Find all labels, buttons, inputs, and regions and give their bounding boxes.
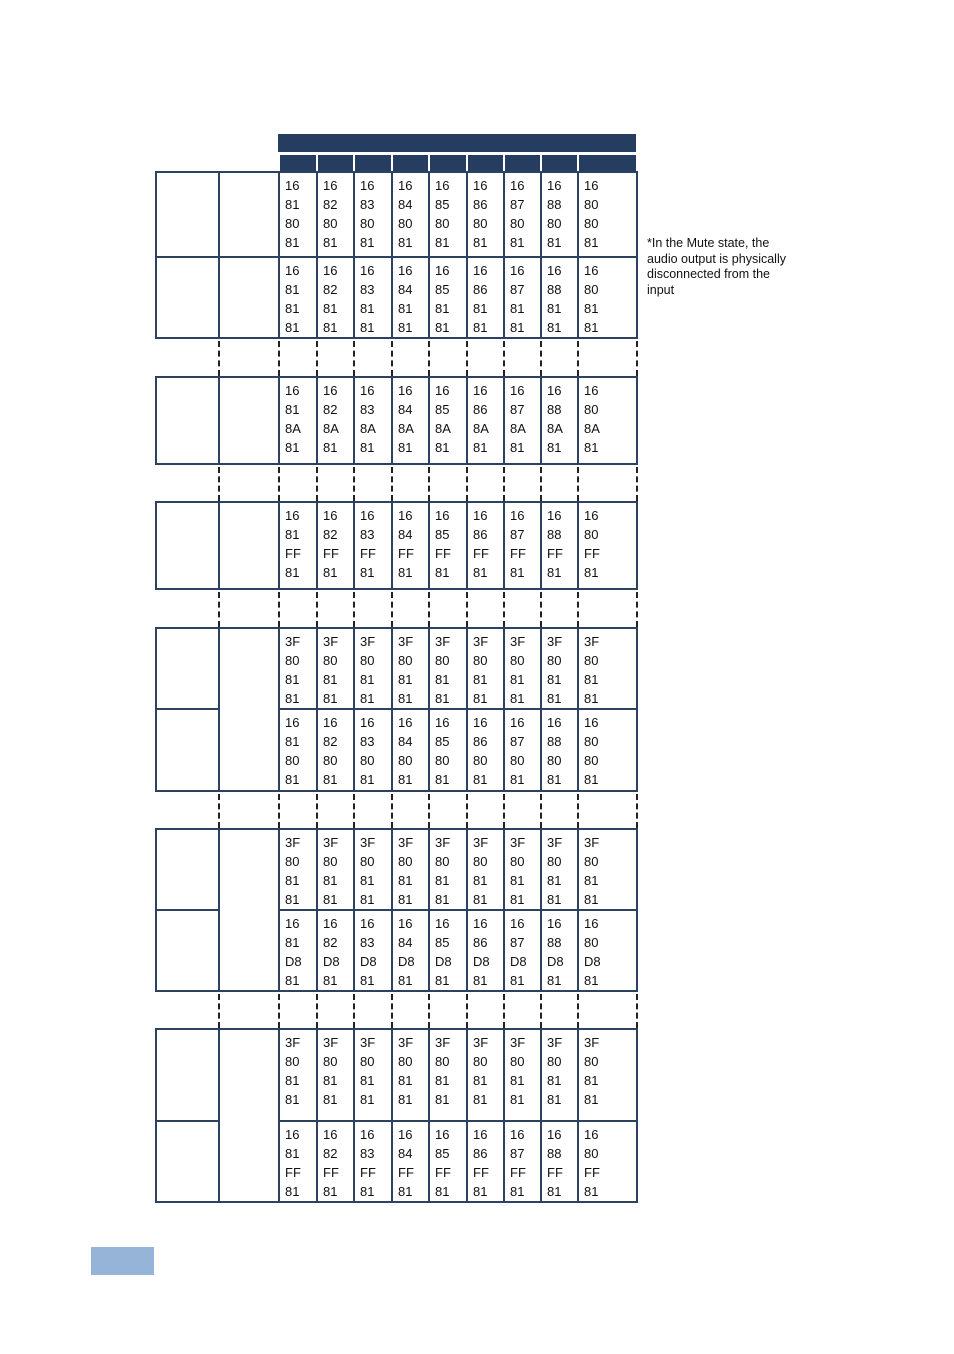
table-cell: 16 80 D8 81 — [584, 916, 601, 988]
table-cell: 16 82 80 81 — [323, 178, 338, 250]
column-divider — [155, 708, 157, 792]
table-cell: 3F 80 81 81 — [285, 835, 301, 907]
column-divider — [353, 501, 355, 590]
column-divider — [316, 627, 318, 710]
dashed-divider — [353, 467, 355, 501]
table-cell: 3F 80 81 81 — [473, 835, 489, 907]
dashed-divider — [466, 341, 468, 376]
column-divider — [278, 1120, 280, 1203]
table-cell: 16 81 FF 81 — [285, 1127, 301, 1199]
column-divider — [278, 909, 280, 992]
column-divider — [316, 828, 318, 911]
column-divider — [577, 171, 579, 258]
column-divider — [155, 1028, 157, 1122]
dashed-divider — [428, 467, 430, 501]
table-cell: 16 82 FF 81 — [323, 508, 339, 580]
table-cell: 3F 80 81 81 — [510, 1035, 526, 1107]
column-divider — [466, 708, 468, 792]
table-cell: 16 87 FF 81 — [510, 508, 526, 580]
table-row — [155, 909, 636, 992]
table-cell: 3F 80 81 81 — [510, 634, 526, 706]
column-divider — [353, 1120, 355, 1203]
dashed-divider — [540, 341, 542, 376]
table-cell: 16 82 81 81 — [323, 263, 338, 335]
table-cell: 16 84 FF 81 — [398, 508, 414, 580]
column-divider — [503, 376, 505, 465]
column-divider — [428, 627, 430, 710]
column-divider — [503, 1120, 505, 1203]
table-cell: 3F 80 81 81 — [547, 835, 563, 907]
column-divider — [278, 256, 280, 339]
column-divider — [218, 1028, 220, 1122]
column-divider — [391, 708, 393, 792]
column-divider — [503, 256, 505, 339]
table-cell: 16 81 80 81 — [285, 178, 300, 250]
column-divider — [466, 171, 468, 258]
header-cell — [542, 155, 577, 171]
table-cell: 16 83 FF 81 — [360, 508, 376, 580]
table-cell: 16 80 FF 81 — [584, 1127, 600, 1199]
dashed-divider — [577, 794, 579, 828]
column-divider — [636, 828, 638, 911]
column-divider — [540, 501, 542, 590]
table-cell: 3F 80 81 81 — [360, 835, 376, 907]
column-divider — [503, 708, 505, 792]
dashed-divider — [503, 592, 505, 627]
dashed-divider — [353, 592, 355, 627]
dashed-divider — [218, 994, 220, 1028]
dashed-divider — [540, 467, 542, 501]
table-cell: 3F 80 81 81 — [398, 835, 414, 907]
table-cell: 16 81 FF 81 — [285, 508, 301, 580]
table-cell: 16 83 80 81 — [360, 178, 375, 250]
table-cell: 3F 80 81 81 — [510, 835, 526, 907]
column-divider — [428, 828, 430, 911]
table-cell: 3F 80 81 81 — [285, 1035, 301, 1107]
table-cell: 16 88 D8 81 — [547, 916, 564, 988]
table-cell: 3F 80 81 81 — [360, 1035, 376, 1107]
header-cell — [468, 155, 503, 171]
column-divider — [218, 171, 220, 258]
column-divider — [316, 171, 318, 258]
table-cell: 16 85 80 81 — [435, 178, 450, 250]
column-divider — [428, 256, 430, 339]
column-divider — [278, 501, 280, 590]
column-divider — [636, 909, 638, 992]
dashed-divider — [278, 467, 280, 501]
column-divider — [316, 501, 318, 590]
column-divider — [353, 828, 355, 911]
table-cell: 16 80 FF 81 — [584, 508, 600, 580]
column-divider — [218, 909, 220, 992]
column-divider — [353, 909, 355, 992]
merged-cell-mask — [220, 706, 278, 712]
dashed-divider — [466, 994, 468, 1028]
column-divider — [316, 909, 318, 992]
table-cell: 16 83 81 81 — [360, 263, 375, 335]
column-divider — [353, 256, 355, 339]
header-cell — [355, 155, 391, 171]
dashed-divider — [278, 341, 280, 376]
table-cell: 16 84 D8 81 — [398, 916, 415, 988]
dashed-divider — [391, 794, 393, 828]
table-cell: 16 80 80 81 — [584, 178, 599, 250]
column-divider — [636, 1120, 638, 1203]
table-cell: 16 88 FF 81 — [547, 508, 563, 580]
column-divider — [540, 909, 542, 992]
table-cell: 16 85 8A 81 — [435, 383, 451, 455]
column-divider — [391, 256, 393, 339]
table-cell: 3F 80 81 81 — [435, 634, 451, 706]
column-divider — [577, 1028, 579, 1122]
table-cell: 16 83 80 81 — [360, 715, 375, 787]
table-cell: 16 88 81 81 — [547, 263, 562, 335]
column-divider — [466, 909, 468, 992]
column-divider — [540, 627, 542, 710]
header-cell — [505, 155, 540, 171]
table-cell: 16 87 D8 81 — [510, 916, 527, 988]
header-cell — [579, 155, 636, 171]
table-cell: 16 80 81 81 — [584, 263, 599, 335]
dashed-divider — [316, 341, 318, 376]
dashed-divider — [636, 467, 638, 501]
column-divider — [316, 376, 318, 465]
table-cell: 16 81 81 81 — [285, 263, 300, 335]
table-cell: 16 85 80 81 — [435, 715, 450, 787]
column-divider — [353, 171, 355, 258]
table-cell: 3F 80 81 81 — [323, 835, 339, 907]
column-divider — [503, 501, 505, 590]
table-row — [155, 501, 636, 590]
table-cell: 3F 80 81 81 — [323, 1035, 339, 1107]
dashed-divider — [316, 994, 318, 1028]
dashed-divider — [466, 794, 468, 828]
column-divider — [278, 708, 280, 792]
dashed-divider — [577, 467, 579, 501]
page-number-tab — [91, 1247, 154, 1275]
column-divider — [218, 708, 220, 792]
column-divider — [218, 828, 220, 911]
dashed-divider — [540, 794, 542, 828]
column-divider — [155, 171, 157, 258]
table-cell: 16 80 8A 81 — [584, 383, 600, 455]
dashed-divider — [278, 592, 280, 627]
table-cell: 3F 80 81 81 — [435, 835, 451, 907]
table-row — [155, 1028, 636, 1122]
table-cell: 16 82 80 81 — [323, 715, 338, 787]
dashed-divider — [577, 341, 579, 376]
column-divider — [428, 171, 430, 258]
dashed-divider — [503, 794, 505, 828]
dashed-divider — [428, 994, 430, 1028]
dashed-divider — [577, 994, 579, 1028]
column-divider — [155, 501, 157, 590]
column-divider — [316, 1120, 318, 1203]
table-cell: 16 80 80 81 — [584, 715, 599, 787]
table-cell: 3F 80 81 81 — [323, 634, 339, 706]
column-divider — [278, 1028, 280, 1122]
table-cell: 16 86 80 81 — [473, 715, 488, 787]
dashed-divider — [353, 341, 355, 376]
table-row — [155, 171, 636, 258]
table-cell: 16 82 FF 81 — [323, 1127, 339, 1199]
column-divider — [577, 1120, 579, 1203]
table-cell: 3F 80 81 81 — [473, 1035, 489, 1107]
column-divider — [540, 171, 542, 258]
dashed-divider — [577, 592, 579, 627]
dashed-divider — [636, 341, 638, 376]
column-divider — [466, 501, 468, 590]
column-divider — [391, 171, 393, 258]
column-divider — [428, 909, 430, 992]
column-divider — [636, 627, 638, 710]
table-cell: 16 86 FF 81 — [473, 508, 489, 580]
header-cell — [430, 155, 466, 171]
column-divider — [391, 376, 393, 465]
column-divider — [391, 828, 393, 911]
column-divider — [503, 171, 505, 258]
header-cell — [318, 155, 353, 171]
column-divider — [636, 501, 638, 590]
table-cell: 16 87 8A 81 — [510, 383, 526, 455]
column-divider — [577, 627, 579, 710]
table-cell: 16 84 80 81 — [398, 715, 413, 787]
table-cell: 16 88 FF 81 — [547, 1127, 563, 1199]
column-divider — [155, 376, 157, 465]
column-divider — [466, 376, 468, 465]
column-divider — [636, 1028, 638, 1122]
table-cell: 3F 80 81 81 — [398, 634, 414, 706]
column-divider — [428, 501, 430, 590]
table-cell: 16 83 D8 81 — [360, 916, 377, 988]
column-divider — [218, 627, 220, 710]
column-divider — [503, 909, 505, 992]
column-divider — [577, 708, 579, 792]
merged-cell-mask — [220, 907, 278, 913]
table-row — [155, 828, 636, 911]
dashed-divider — [391, 467, 393, 501]
dashed-divider — [218, 592, 220, 627]
dashed-divider — [316, 592, 318, 627]
column-divider — [577, 909, 579, 992]
dashed-divider — [316, 794, 318, 828]
dashed-divider — [316, 467, 318, 501]
dashed-divider — [218, 794, 220, 828]
column-divider — [636, 256, 638, 339]
table-cell: 3F 80 81 81 — [435, 1035, 451, 1107]
table-cell: 16 84 81 81 — [398, 263, 413, 335]
mute-footnote: *In the Mute state, the audio output is physically disconnected from the input — [647, 236, 786, 297]
column-divider — [636, 171, 638, 258]
column-divider — [577, 501, 579, 590]
dashed-divider — [278, 994, 280, 1028]
table-cell: 16 84 80 81 — [398, 178, 413, 250]
table-header-bar — [278, 134, 636, 152]
dashed-divider — [636, 794, 638, 828]
table-cell: 16 83 FF 81 — [360, 1127, 376, 1199]
column-divider — [278, 171, 280, 258]
column-divider — [278, 376, 280, 465]
table-cell: 16 81 8A 81 — [285, 383, 301, 455]
column-divider — [353, 708, 355, 792]
table-row — [155, 376, 636, 465]
header-cell — [393, 155, 428, 171]
dashed-divider — [428, 341, 430, 376]
dashed-divider — [503, 341, 505, 376]
column-divider — [316, 1028, 318, 1122]
table-cell: 3F 80 81 81 — [398, 1035, 414, 1107]
column-divider — [218, 501, 220, 590]
column-divider — [540, 1028, 542, 1122]
dashed-divider — [636, 994, 638, 1028]
table-cell: 16 81 D8 81 — [285, 916, 302, 988]
column-divider — [391, 1120, 393, 1203]
column-divider — [316, 708, 318, 792]
column-divider — [391, 501, 393, 590]
table-cell: 16 86 81 81 — [473, 263, 488, 335]
column-divider — [503, 627, 505, 710]
column-divider — [218, 1120, 220, 1203]
column-divider — [155, 909, 157, 992]
table-cell: 16 87 80 81 — [510, 715, 525, 787]
table-cell: 16 84 FF 81 — [398, 1127, 414, 1199]
table-cell: 3F 80 81 81 — [584, 634, 600, 706]
table-cell: 16 84 8A 81 — [398, 383, 414, 455]
dashed-divider — [466, 592, 468, 627]
column-divider — [391, 909, 393, 992]
table-cell: 16 82 8A 81 — [323, 383, 339, 455]
column-divider — [466, 256, 468, 339]
table-cell: 3F 80 81 81 — [547, 634, 563, 706]
dashed-divider — [540, 592, 542, 627]
table-cell: 16 88 8A 81 — [547, 383, 563, 455]
column-divider — [636, 376, 638, 465]
merged-cell-mask — [220, 1118, 278, 1124]
dashed-divider — [391, 341, 393, 376]
table-row — [155, 627, 636, 710]
dashed-divider — [428, 592, 430, 627]
table-cell: 16 88 80 81 — [547, 178, 562, 250]
table-cell: 16 86 80 81 — [473, 178, 488, 250]
dashed-divider — [636, 592, 638, 627]
column-divider — [503, 828, 505, 911]
column-divider — [466, 627, 468, 710]
table-cell: 3F 80 81 81 — [285, 634, 301, 706]
table-cell: 16 83 8A 81 — [360, 383, 376, 455]
table-cell: 16 86 8A 81 — [473, 383, 489, 455]
table-cell: 16 87 81 81 — [510, 263, 525, 335]
column-divider — [278, 828, 280, 911]
table-cell: 16 88 80 81 — [547, 715, 562, 787]
column-divider — [353, 1028, 355, 1122]
dashed-divider — [353, 794, 355, 828]
header-cell — [280, 155, 316, 171]
column-divider — [577, 376, 579, 465]
column-divider — [218, 376, 220, 465]
column-divider — [278, 627, 280, 710]
table-cell: 16 85 D8 81 — [435, 916, 452, 988]
table-cell: 16 87 80 81 — [510, 178, 525, 250]
dashed-divider — [503, 467, 505, 501]
column-divider — [428, 708, 430, 792]
column-divider — [353, 627, 355, 710]
dashed-divider — [466, 467, 468, 501]
dashed-divider — [428, 794, 430, 828]
table-cell: 16 85 FF 81 — [435, 508, 451, 580]
column-divider — [466, 1120, 468, 1203]
table-cell: 3F 80 81 81 — [360, 634, 376, 706]
column-divider — [577, 828, 579, 911]
column-divider — [218, 256, 220, 339]
column-divider — [540, 256, 542, 339]
table-cell: 3F 80 81 81 — [473, 634, 489, 706]
table-row — [155, 256, 636, 339]
column-divider — [428, 1120, 430, 1203]
dashed-divider — [218, 467, 220, 501]
column-divider — [155, 627, 157, 710]
table-cell: 16 85 81 81 — [435, 263, 450, 335]
column-divider — [391, 1028, 393, 1122]
column-divider — [428, 376, 430, 465]
column-divider — [466, 828, 468, 911]
column-divider — [540, 1120, 542, 1203]
column-divider — [540, 708, 542, 792]
column-divider — [155, 828, 157, 911]
dashed-divider — [540, 994, 542, 1028]
table-row — [155, 1120, 636, 1203]
column-divider — [353, 376, 355, 465]
column-divider — [636, 708, 638, 792]
dashed-divider — [391, 592, 393, 627]
table-cell: 16 81 80 81 — [285, 715, 300, 787]
column-divider — [316, 256, 318, 339]
column-divider — [155, 1120, 157, 1203]
table-cell: 16 85 FF 81 — [435, 1127, 451, 1199]
table-cell: 16 87 FF 81 — [510, 1127, 526, 1199]
table-row — [155, 708, 636, 792]
column-divider — [577, 256, 579, 339]
table-cell: 3F 80 81 81 — [547, 1035, 563, 1107]
dashed-divider — [218, 341, 220, 376]
dashed-divider — [278, 794, 280, 828]
table-cell: 3F 80 81 81 — [584, 835, 600, 907]
column-divider — [466, 1028, 468, 1122]
dashed-divider — [353, 994, 355, 1028]
dashed-divider — [391, 994, 393, 1028]
column-divider — [540, 376, 542, 465]
column-divider — [391, 627, 393, 710]
table-cell: 16 86 D8 81 — [473, 916, 490, 988]
column-divider — [503, 1028, 505, 1122]
column-divider — [428, 1028, 430, 1122]
dashed-divider — [503, 994, 505, 1028]
table-cell: 3F 80 81 81 — [584, 1035, 600, 1107]
column-divider — [540, 828, 542, 911]
table-cell: 16 86 FF 81 — [473, 1127, 489, 1199]
table-cell: 16 82 D8 81 — [323, 916, 340, 988]
column-divider — [155, 256, 157, 339]
